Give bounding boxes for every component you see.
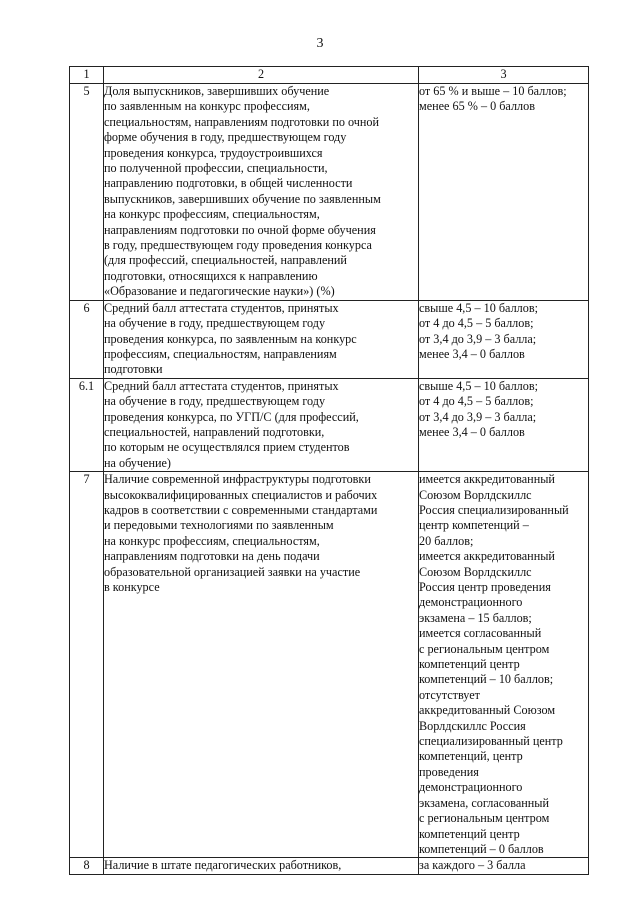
table-row — [70, 300, 589, 378]
score-cell — [419, 300, 589, 378]
indicator-line: на конкурс профессиям, специальностям, — [104, 533, 320, 548]
score-line: Россия центр проведения — [419, 580, 551, 594]
score-line: свыше 4,5 – 10 баллов; — [419, 378, 538, 393]
indicator-line: «Образование и педагогические науки») (%) — [104, 284, 335, 299]
score-cell — [419, 84, 589, 301]
page-number: 3 — [316, 36, 324, 51]
indicator-line: подготовки — [104, 362, 163, 377]
criteria-table — [69, 66, 589, 875]
score-line: от 4 до 4,5 – 5 баллов; — [419, 316, 534, 331]
indicator-line: на обучение в году, предшествующем году — [104, 394, 326, 409]
row-number: 8 — [70, 858, 104, 874]
score-line: компетенций центр — [419, 826, 520, 841]
score-line: 20 баллов; — [419, 533, 474, 548]
score-line: имеется аккредитованный — [419, 472, 555, 487]
indicator-line: и передовыми технологиями по заявленным — [104, 518, 334, 533]
indicator-line: направлениям подготовки на день подачи — [104, 549, 320, 564]
indicator-line: проведения конкурса, трудоустроившихся — [104, 145, 323, 160]
row-number: 6 — [70, 300, 104, 378]
row-number: 7 — [70, 472, 104, 858]
indicator-line: профессиям, специальностям, направлениям — [104, 346, 337, 361]
indicator-line: в году, предшествующем году проведения конкурса — [104, 238, 372, 253]
score-line: от 3,4 до 3,9 – 3 балла; — [419, 409, 537, 424]
indicator-line: по полученной профессии, специальности, — [104, 161, 328, 176]
column-header-2: 2 — [104, 67, 419, 84]
score-line: от 3,4 до 3,9 – 3 балла; — [419, 331, 537, 346]
indicator-line: направлениям подготовки по очной форме обучения — [104, 222, 376, 237]
indicator-line: образовательной организацией заявки на участие — [104, 564, 361, 579]
table-header-row — [70, 67, 589, 84]
score-cell — [419, 858, 589, 874]
score-cell — [419, 472, 589, 858]
score-line: с региональным центром — [419, 811, 550, 826]
score-line: экзамена, согласованный — [419, 795, 549, 810]
score-line: имеется аккредитованный — [419, 549, 555, 564]
table-row — [70, 84, 589, 301]
table-body — [70, 84, 589, 875]
score-line: экзамена – 15 баллов; — [419, 610, 532, 625]
indicator-line: на обучение) — [104, 455, 171, 470]
score-line: Ворлдскиллс Россия — [419, 718, 526, 733]
indicator-cell — [104, 378, 419, 471]
score-line: от 4 до 4,5 – 5 баллов; — [419, 394, 534, 409]
indicator-line: специальностям, направлениям подготовки по очной — [104, 114, 380, 129]
score-line: компетенций, центр — [419, 749, 523, 764]
column-header-3: 3 — [419, 67, 589, 84]
indicator-line: проведения конкурса, по заявленным на конкурс — [104, 331, 357, 346]
indicator-line: Доля выпускников, завершивших обучение — [104, 84, 330, 98]
indicator-line: выпускников, завершивших обучение по заявленным — [104, 191, 381, 206]
score-line: Россия специализированный — [419, 502, 569, 517]
score-line: Союзом Ворлдскиллс — [419, 487, 532, 502]
indicator-line: кадров в соответствии с современными стандартами — [104, 502, 378, 517]
indicator-line: направлению подготовки, в общей численности — [104, 176, 353, 191]
score-line: от 65 % и выше – 10 баллов; — [419, 84, 567, 98]
indicator-line: Наличие современной инфраструктуры подготовки — [104, 472, 371, 487]
score-cell — [419, 378, 589, 471]
score-line: менее 65 % – 0 баллов — [419, 99, 535, 114]
indicator-line: по заявленным на конкурс профессиям, — [104, 99, 310, 114]
indicator-cell — [104, 300, 419, 378]
score-line: специализированный центр — [419, 734, 563, 749]
indicator-line: проведения конкурса, по УГП/С (для профессий, — [104, 409, 359, 424]
score-line: менее 3,4 – 0 баллов — [419, 424, 525, 439]
indicator-line: подготовки, относящихся к направлению — [104, 268, 318, 283]
indicator-line: Средний балл аттестата студентов, принятых — [104, 378, 339, 393]
indicator-line: по которым не осуществлялся прием студентов — [104, 440, 350, 455]
indicator-line: форме обучения в году, предшествующем году — [104, 130, 347, 145]
indicator-line: (для профессий, специальностей, направлений — [104, 253, 347, 268]
score-line: демонстрационного — [419, 780, 523, 795]
score-line: компетенций – 0 баллов — [419, 841, 544, 856]
indicator-line: Наличие в штате педагогических работников, — [104, 858, 342, 873]
indicator-cell — [104, 858, 419, 874]
indicator-cell — [104, 84, 419, 301]
indicator-line: на обучение в году, предшествующем году — [104, 316, 326, 331]
score-line: менее 3,4 – 0 баллов — [419, 346, 525, 361]
table-row — [70, 378, 589, 471]
score-line: проведения — [419, 764, 479, 779]
score-line: компетенций – 10 баллов; — [419, 672, 554, 687]
score-line: аккредитованный Союзом — [419, 703, 556, 718]
score-line: имеется согласованный — [419, 626, 542, 641]
indicator-line: Средний балл аттестата студентов, принятых — [104, 300, 339, 315]
row-number: 6.1 — [70, 378, 104, 471]
table-row — [70, 858, 589, 874]
column-header-1: 1 — [70, 67, 104, 84]
score-line: за каждого – 3 балла — [419, 858, 526, 873]
score-line: компетенций центр — [419, 657, 520, 672]
score-line: отсутствует — [419, 687, 480, 702]
score-line: свыше 4,5 – 10 баллов; — [419, 300, 538, 315]
indicator-line: на конкурс профессиям, специальностям, — [104, 207, 320, 222]
indicator-line: специальностей, направлений подготовки, — [104, 424, 325, 439]
indicator-cell — [104, 472, 419, 858]
indicator-line: в конкурсе — [104, 580, 160, 594]
row-number: 5 — [70, 84, 104, 301]
score-line: Союзом Ворлдскиллс — [419, 564, 532, 579]
score-line: демонстрационного — [419, 595, 523, 610]
score-line: центр компетенций – — [419, 518, 529, 533]
indicator-line: высококвалифицированных специалистов и рабочих — [104, 487, 378, 502]
score-line: с региональным центром — [419, 641, 550, 656]
table-row — [70, 472, 589, 858]
